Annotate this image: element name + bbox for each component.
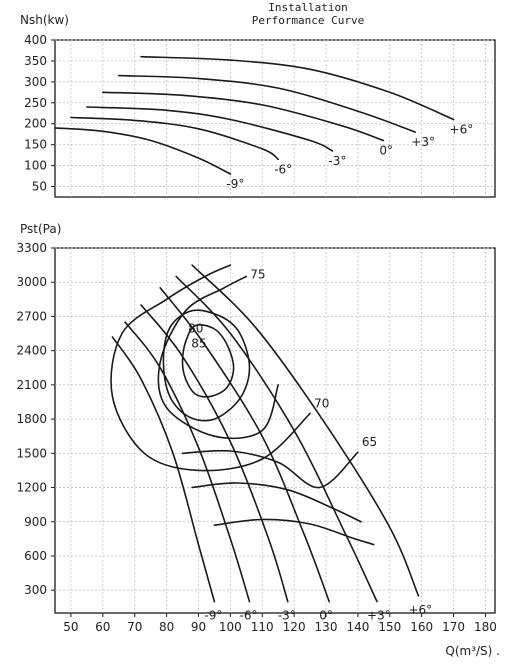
power-curve-label: 0° [379, 143, 394, 158]
efficiency-contour-label: 85 [191, 336, 207, 351]
power-curves [55, 57, 454, 177]
power-curve-label: +3° [411, 135, 435, 150]
pressure-y-tick-label: 1800 [16, 412, 47, 427]
pressure-x-tick-label: 160 [410, 620, 434, 634]
pressure-x-tick-label: 100 [218, 620, 242, 634]
power-y-tick-label: 150 [24, 137, 47, 152]
power-y-tick-label: 100 [24, 158, 47, 173]
power-y-tick-label: 400 [24, 33, 47, 47]
pressure-y-tick-label: 900 [24, 514, 47, 529]
power-curve [141, 57, 454, 120]
pressure-y-tick-label: 2700 [16, 309, 47, 324]
power-curve-label: +6° [449, 122, 474, 137]
pressure-x-tick-label: 110 [250, 620, 274, 634]
efficiency-contour-label: 80 [188, 321, 204, 336]
power-y-ticks [24, 33, 55, 194]
pressure-x-tick-label: 130 [314, 620, 338, 634]
pressure-x-tick-label: 90 [190, 620, 207, 634]
efficiency-contour [163, 310, 249, 420]
pressure-y-tick-label: 2400 [16, 343, 47, 358]
pressure-x-tick-label: 60 [95, 620, 111, 634]
pressure-y-tick-label: 300 [24, 583, 47, 598]
pressure-y-tick-label: 1200 [16, 480, 47, 495]
pressure-x-tick-label: 170 [442, 620, 466, 634]
pressure-x-tick-label: 120 [282, 620, 306, 634]
power-curve [87, 107, 333, 151]
power-y-tick-label: 350 [24, 53, 47, 68]
pressure-x-tick-label: 70 [127, 620, 143, 634]
pressure-x-tick-label: 150 [378, 620, 402, 634]
efficiency-contour [183, 451, 358, 488]
blade-angle-label: +3° [367, 608, 391, 623]
pressure-y-tick-label: 3300 [16, 241, 47, 255]
pressure-x-tick-label: 140 [346, 620, 370, 634]
power-y-axis-label: Nsh(kw) [20, 13, 69, 27]
power-curve-label: -6° [274, 162, 293, 177]
blade-angle-label: -6° [239, 608, 258, 623]
power-curve [103, 92, 384, 140]
chart-title-line-1: Installation [268, 1, 348, 14]
power-y-tick-label: 200 [24, 116, 47, 131]
pressure-x-tick-label: 180 [473, 620, 497, 634]
blade-angle-curve [112, 337, 214, 602]
pressure-y-tick-label: 1500 [16, 446, 47, 461]
power-y-tick-label: 250 [24, 95, 47, 110]
efficiency-contour [158, 277, 278, 439]
blade-angle-curve [160, 288, 329, 602]
blade-angle-label: -9° [204, 608, 223, 623]
efficiency-contour [192, 483, 361, 522]
pressure-y-ticks [16, 241, 55, 597]
pressure-x-axis-label: Q(m³/S) . [445, 644, 500, 658]
pressure-x-tick-label: 50 [63, 620, 79, 634]
efficiency-contour-label: 75 [250, 267, 266, 282]
power-y-tick-label: 300 [24, 74, 47, 89]
power-y-tick-label: 50 [31, 179, 47, 194]
power-curve-label: -9° [226, 176, 245, 191]
blade-angle-label: -3° [277, 608, 296, 623]
pressure-curves [112, 265, 418, 601]
efficiency-contour-label: 70 [314, 396, 330, 411]
efficiency-contour [111, 265, 310, 470]
power-curve-labels [226, 123, 473, 191]
pressure-x-tick-label: 80 [158, 620, 175, 634]
blade-angle-curve [192, 265, 418, 596]
power-curve [55, 128, 230, 174]
power-curve-label: -3° [328, 153, 347, 168]
pressure-y-axis-label: Pst(Pa) [20, 222, 62, 236]
efficiency-contour-label: 65 [361, 435, 378, 450]
chart-title-line-2: Performance Curve [251, 14, 365, 27]
pressure-y-tick-label: 600 [24, 548, 47, 563]
pressure-y-tick-label: 2100 [16, 377, 47, 392]
blade-angle-label: 0° [319, 608, 333, 623]
pressure-y-tick-label: 3000 [16, 275, 47, 290]
blade-angle-label: +6° [408, 602, 433, 617]
